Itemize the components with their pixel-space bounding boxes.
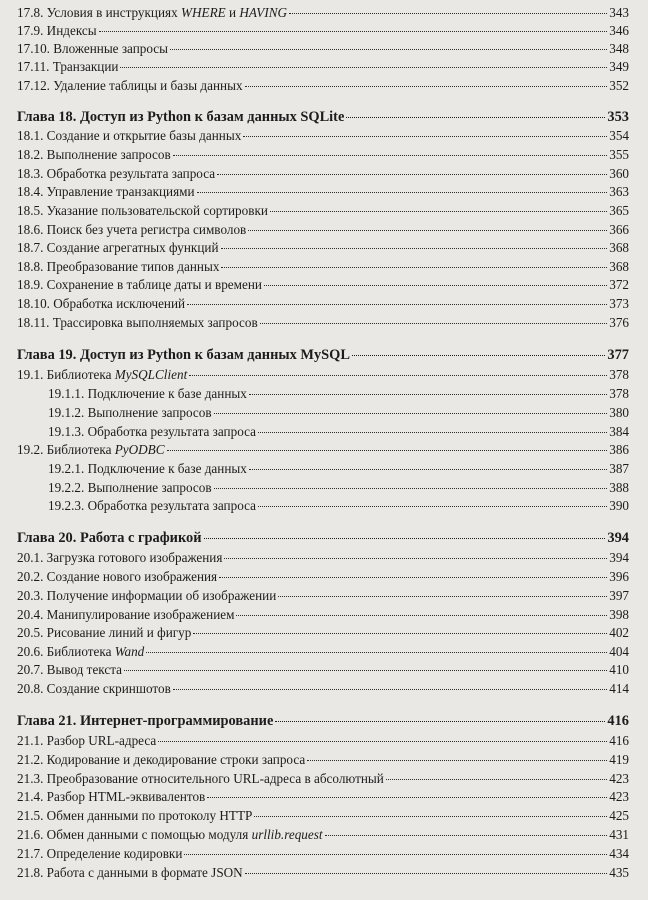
toc-page-number: 384 (609, 424, 629, 439)
dot-leader (120, 67, 607, 68)
toc-entry (17, 183, 629, 201)
dot-leader (204, 538, 606, 539)
dot-leader (264, 285, 607, 286)
toc-entry-title: 21.2. Кодирование и декодирование строки запроса (17, 752, 306, 767)
dot-leader (249, 394, 607, 395)
toc-entry-title: Глава 19. Доступ из Python к базам данных MySQL (17, 347, 350, 363)
toc-entry (17, 864, 629, 882)
toc-page-number: 354 (609, 128, 629, 143)
toc-entry-title: 20.1. Загрузка готового изображения (17, 550, 223, 565)
dot-leader (173, 689, 607, 690)
toc-entry (48, 423, 629, 441)
toc-page-number: 397 (609, 588, 629, 603)
toc-entry-title: 19.2. Библиотека PyODBC (17, 442, 165, 457)
toc-entry (17, 221, 629, 239)
toc-page-number: 380 (609, 405, 629, 420)
dot-leader (254, 816, 607, 817)
dot-leader (278, 596, 607, 597)
toc-page-number: 425 (609, 808, 629, 823)
dot-leader (99, 31, 608, 32)
dot-leader (249, 469, 607, 470)
toc-entry-title: 19.1.3. Обработка результата запроса (48, 424, 256, 439)
toc-page-number: 434 (609, 846, 629, 861)
dot-leader (187, 304, 607, 305)
dot-leader (221, 267, 607, 268)
toc-page-number: 373 (609, 296, 629, 311)
toc-entry-title: 20.2. Создание нового изображения (17, 569, 218, 584)
toc-entry-title: 19.2.3. Обработка результата запроса (48, 498, 256, 513)
toc-entry (17, 314, 629, 332)
dot-leader (221, 248, 608, 249)
toc-entry-title: 19.2.1. Подключение к базе данных (48, 461, 247, 476)
toc-page-number: 404 (609, 644, 629, 659)
toc-page-number: 353 (607, 109, 629, 125)
dot-leader (224, 558, 607, 559)
dot-leader (346, 117, 605, 118)
dot-leader (352, 355, 605, 356)
toc-page-number: 435 (609, 865, 629, 880)
toc-entry-title: 19.1. Библиотека MySQLClient (17, 367, 188, 382)
toc-page-number: 388 (609, 480, 629, 495)
toc-page-number: 423 (609, 771, 629, 786)
toc-entry (17, 441, 629, 459)
toc-entry (17, 58, 629, 76)
toc-entry (17, 732, 629, 750)
toc-page-number: 368 (609, 259, 629, 274)
toc-entry-title: 17.12. Удаление таблицы и базы данных (17, 78, 243, 93)
dot-leader (275, 721, 605, 722)
toc-entry-title: 21.5. Обмен данными по протоколу HTTP (17, 808, 253, 823)
toc-entry (17, 680, 629, 698)
toc-entry-title: 18.10. Обработка исключений (17, 296, 186, 311)
toc-chapter-heading (17, 529, 629, 547)
toc-entry-title: 19.1.2. Выполнение запросов (48, 405, 212, 420)
dot-leader (167, 450, 608, 451)
dot-leader (197, 192, 608, 193)
dot-leader (245, 873, 608, 874)
dot-leader (170, 49, 607, 50)
toc-entry-title: 20.8. Создание скриншотов (17, 681, 171, 696)
toc-entry (17, 587, 629, 605)
dot-leader (146, 652, 607, 653)
toc-page-number: 396 (609, 569, 629, 584)
toc-entry (17, 751, 629, 769)
toc-entry (17, 366, 629, 384)
toc-entry (17, 165, 629, 183)
dot-leader (124, 670, 607, 671)
toc-entry (17, 624, 629, 642)
dot-leader (258, 506, 607, 507)
toc-entry-title: 21.4. Разбор HTML-эквивалентов (17, 789, 206, 804)
toc-entry-title: 18.2. Выполнение запросов (17, 147, 171, 162)
dot-leader (243, 136, 607, 137)
toc-page-number: 416 (609, 733, 629, 748)
dot-leader (248, 230, 607, 231)
toc-entry (17, 40, 629, 58)
dot-leader (217, 174, 607, 175)
toc-page-number: 416 (607, 713, 629, 729)
dot-leader (386, 779, 607, 780)
toc-entry (17, 77, 629, 95)
toc-page-number: 398 (609, 607, 629, 622)
toc-page-number: 372 (609, 277, 629, 292)
toc-page-number: 346 (609, 23, 629, 38)
toc-page-number: 360 (609, 166, 629, 181)
toc-entry-title: 20.6. Библиотека Wand (17, 644, 145, 659)
dot-leader (214, 488, 608, 489)
toc-page-number: 431 (609, 827, 629, 842)
dot-leader (270, 211, 607, 212)
toc-entry (17, 4, 629, 22)
toc-entry-title: 19.2.2. Выполнение запросов (48, 480, 212, 495)
dot-leader (158, 741, 607, 742)
dot-leader (258, 432, 607, 433)
toc-entry-title: 21.8. Работа с данными в формате JSON (17, 865, 243, 880)
toc-entry (17, 568, 629, 586)
toc-page-number: 390 (609, 498, 629, 513)
toc-page-number: 376 (609, 315, 629, 330)
toc-entry-title: 19.1.1. Подключение к базе данных (48, 386, 247, 401)
toc-page-number: 387 (609, 461, 629, 476)
toc-chapter-heading (17, 108, 629, 126)
toc-entry-title: Глава 20. Работа с графикой (17, 530, 202, 546)
toc-page-number: 355 (609, 147, 629, 162)
toc-page-number: 368 (609, 240, 629, 255)
toc-entry (17, 258, 629, 276)
toc-page-number: 343 (609, 5, 629, 20)
dot-leader (214, 413, 608, 414)
toc-entry (17, 276, 629, 294)
toc-entry (17, 807, 629, 825)
toc-entry (17, 239, 629, 257)
toc-entry-title: Глава 21. Интернет-программирование (17, 713, 274, 729)
toc-entry (17, 549, 629, 567)
toc-entry-title: 17.11. Транзакции (17, 59, 119, 74)
toc-entry (17, 643, 629, 661)
toc-page-number: 363 (609, 184, 629, 199)
dot-leader (184, 854, 607, 855)
dot-leader (289, 13, 607, 14)
toc-page-number: 378 (609, 367, 629, 382)
toc-entry-title: 17.8. Условия в инструкциях WHERE и HAVING (17, 5, 288, 20)
toc-entry-title: 20.3. Получение информации об изображении (17, 588, 277, 603)
toc-entry-title: 21.7. Определение кодировки (17, 846, 183, 861)
toc-page-number: 394 (609, 550, 629, 565)
toc-entry-title: 21.6. Обмен данными с помощью модуля urllib.request (17, 827, 323, 842)
toc-entry (48, 479, 629, 497)
toc-entry (48, 460, 629, 478)
toc-page-number: 365 (609, 203, 629, 218)
toc-entry (17, 202, 629, 220)
toc-entry-title: 18.1. Создание и открытие базы данных (17, 128, 242, 143)
toc-entry-title: 18.7. Создание агрегатных функций (17, 240, 219, 255)
dot-leader (207, 797, 607, 798)
dot-leader (189, 375, 607, 376)
toc-chapter-heading (17, 346, 629, 364)
dot-leader (219, 577, 607, 578)
toc-page-number: 414 (609, 681, 629, 696)
toc-entry-title: 17.9. Индексы (17, 23, 97, 38)
toc-entry-title: 18.8. Преобразование типов данных (17, 259, 220, 274)
dot-leader (260, 323, 608, 324)
toc-entry (17, 788, 629, 806)
toc-entry-title: 17.10. Вложенные запросы (17, 41, 168, 56)
toc-entry-title: 18.6. Поиск без учета регистра символов (17, 222, 247, 237)
toc-entry-title: 20.4. Манипулирование изображением (17, 607, 235, 622)
toc-entry (17, 22, 629, 40)
toc-page-number: 348 (609, 41, 629, 56)
dot-leader (325, 835, 608, 836)
toc-entry (17, 770, 629, 788)
toc-entry-title: 18.3. Обработка результата запроса (17, 166, 216, 181)
dot-leader (193, 633, 607, 634)
toc-page-number: 402 (609, 625, 629, 640)
toc-entry-title: 20.5. Рисование линий и фигур (17, 625, 192, 640)
toc-entry (17, 295, 629, 313)
toc-entry-title: 18.9. Сохранение в таблице даты и времени (17, 277, 262, 292)
toc-entry (48, 497, 629, 515)
dot-leader (236, 615, 607, 616)
toc-page-number: 377 (607, 347, 629, 363)
dot-leader (245, 86, 608, 87)
toc-page-number: 423 (609, 789, 629, 804)
toc-entry (17, 845, 629, 863)
toc-entry (17, 127, 629, 145)
toc-entry (17, 826, 629, 844)
toc-page-number: 352 (609, 78, 629, 93)
toc-page-number: 386 (609, 442, 629, 457)
toc-entry (17, 661, 629, 679)
toc-entry-title: 21.3. Преобразование относительного URL-адреса в абсолютный (17, 771, 384, 786)
toc-entry (48, 404, 629, 422)
toc-page-number: 366 (609, 222, 629, 237)
toc-entry (48, 385, 629, 403)
dot-leader (173, 155, 608, 156)
toc-entry-title: 21.1. Разбор URL-адреса (17, 733, 157, 748)
toc-chapter-heading (17, 712, 629, 730)
toc-page-number: 410 (609, 662, 629, 677)
toc-entry (17, 606, 629, 624)
toc-entry-title: 18.11. Трассировка выполняемых запросов (17, 315, 258, 330)
toc-entry-title: 18.5. Указание пользовательской сортировки (17, 203, 268, 218)
toc-page-number: 419 (609, 752, 629, 767)
toc-page-number: 378 (609, 386, 629, 401)
toc-entry-title: Глава 18. Доступ из Python к базам данных SQLite (17, 109, 345, 125)
toc-entry (17, 146, 629, 164)
toc-entry-title: 20.7. Вывод текста (17, 662, 123, 677)
toc-entry-title: 18.4. Управление транзакциями (17, 184, 195, 199)
toc-page-number: 394 (607, 530, 629, 546)
dot-leader (307, 760, 607, 761)
toc-page-number: 349 (609, 59, 629, 74)
